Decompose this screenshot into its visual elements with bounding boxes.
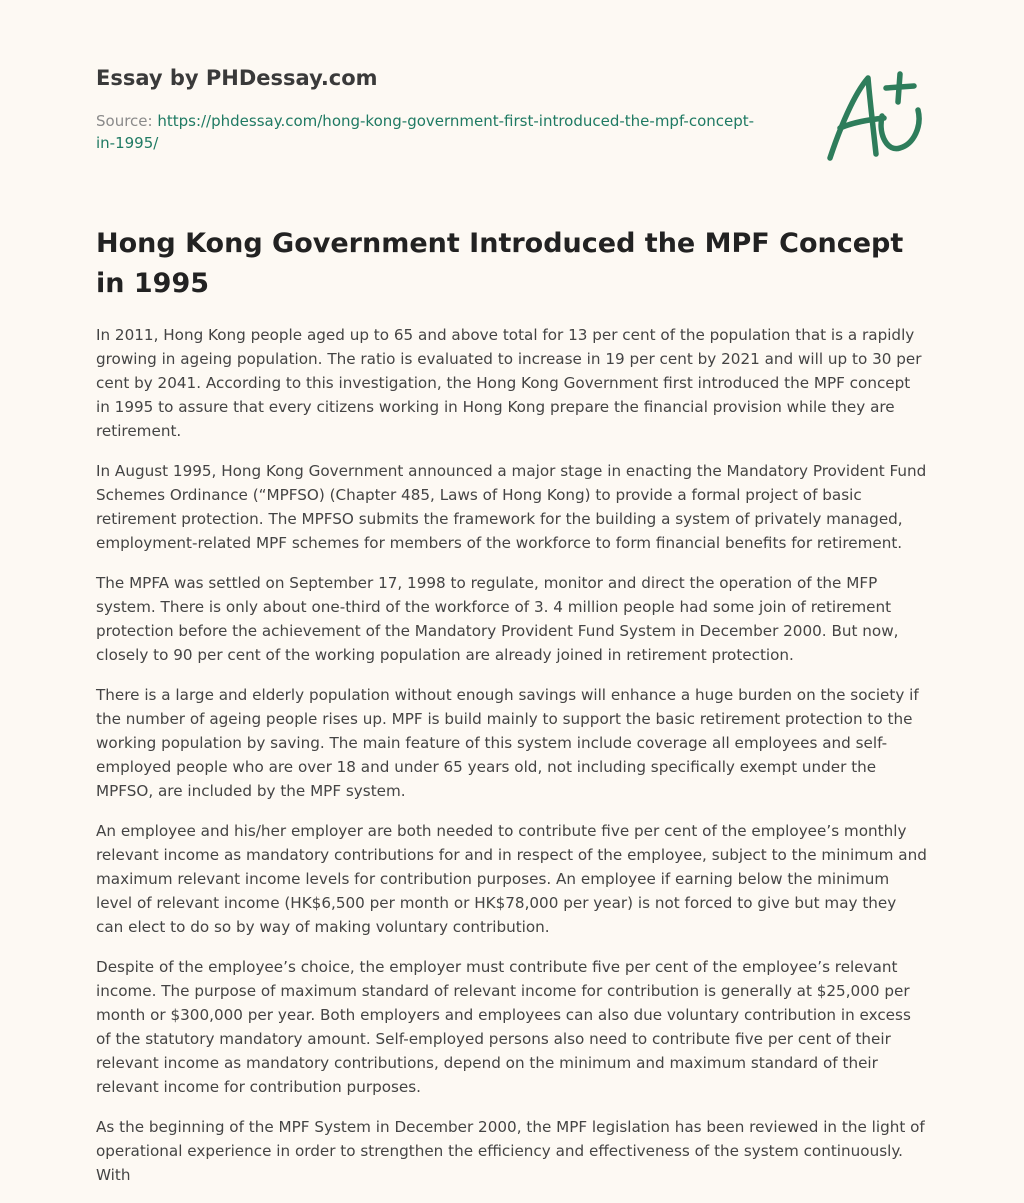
page-header bbox=[96, 64, 796, 154]
site-brand: Essay by PHDessay.com bbox=[96, 66, 378, 90]
source-label: Source: bbox=[96, 112, 158, 130]
paragraph: An employee and his/her employer are both needed to contribute five per cent of the employee’s monthly relevant income as mandatory contributions for and in respect of the employee, subject to the minimum and maximum relevant income levels for contribution purposes. An employee if earning below the minimum level of relevant income (HK$6,500 per month or HK$78,000 per year) is not forced to give but may they can elect to do so by way of making voluntary contribution. bbox=[96, 822, 927, 936]
article-title: Hong Kong Government Introduced the MPF Concept in 1995 bbox=[96, 228, 904, 299]
paragraph: In August 1995, Hong Kong Government announced a major stage in enacting the Mandatory Provident Fund Schemes Ordinance (“MPFSO) (Chapter 485, Laws of Hong Kong) to provide a formal project of basic retirement protection. The MPFSO submits the framework for the building a system of privately managed, employment-related MPF schemes for members of the workforce to form financial benefits for retirement. bbox=[96, 462, 927, 552]
source-line bbox=[96, 110, 756, 154]
paragraph: In 2011, Hong Kong people aged up to 65 and above total for 13 per cent of the population that is a rapidly growing in ageing population. The ratio is evaluated to increase in 19 per cent by 2021 and will up to 30 per cent by 2041. According to this investigation, the Hong Kong Government first introduced the MPF concept in 1995 to assure that every citizens working in Hong Kong prepare the financial provision while they are retirement. bbox=[96, 326, 922, 440]
paragraph: As the beginning of the MPF System in December 2000, the MPF legislation has been reviewed in the light of operational experience in order to strengthen the efficiency and effectiveness of the system continuously. With bbox=[96, 1118, 925, 1184]
a-plus-grade-icon bbox=[818, 66, 930, 166]
article-body bbox=[96, 323, 928, 1203]
paragraph: The MPFA was settled on September 17, 1998 to regulate, monitor and direct the operation of the MFP system. There is only about one-third of the workforce of 3. 4 million people had some join of retirement protection before the achievement of the Mandatory Provident Fund System in December 2000. But now, closely to 90 per cent of the working population are already joined in retirement protection. bbox=[96, 574, 899, 664]
paragraph: Despite of the employee’s choice, the employer must contribute five per cent of the employee’s relevant income. The purpose of maximum standard of relevant income for contribution is generally at $25,000 per month or $300,000 per year. Both employers and employees can also due voluntary contribution in excess of the statutory mandatory amount. Self-employed persons also need to contribute five per cent of their relevant income as mandatory contributions, depend on the minimum and maximum standard of their relevant income for contribution purposes. bbox=[96, 958, 911, 1096]
paragraph: There is a large and elderly population without enough savings will enhance a huge burden on the society if the number of ageing people rises up. MPF is build mainly to support the basic retirement protection to the working population by saving. The main feature of this system include coverage all employees and self-employed people who are over 18 and under 65 years old, not including specifically exempt under the MPFSO, are included by the MPF system. bbox=[96, 686, 919, 800]
source-link[interactable]: https://phdessay.com/hong-kong-government-first-introduced-the-mpf-concept-in-1995/ bbox=[96, 112, 755, 152]
